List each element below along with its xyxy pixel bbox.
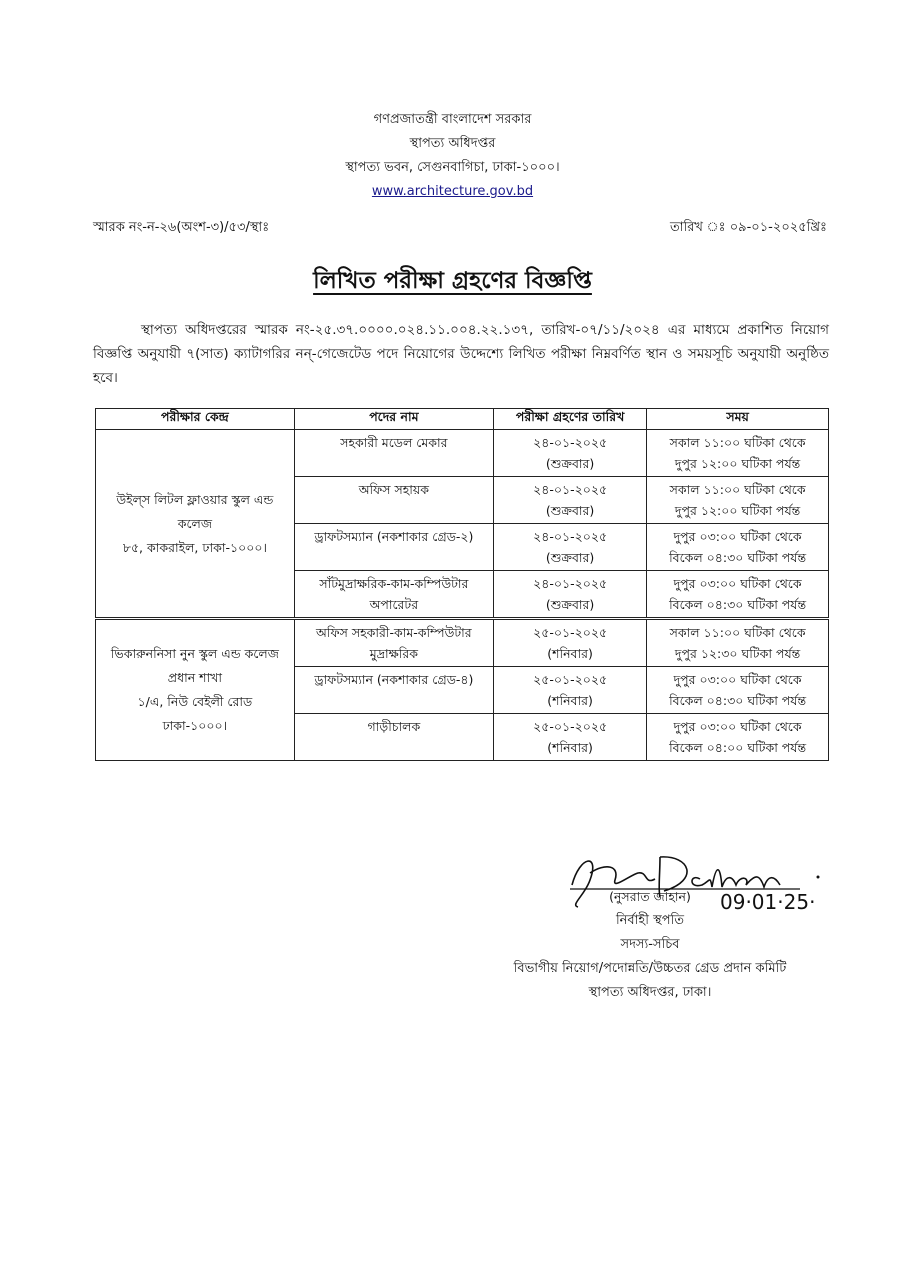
post-name: সহকারী মডেল মেকার — [294, 430, 493, 477]
notice-title — [0, 262, 905, 301]
exam-center-2 — [96, 619, 295, 761]
exam-time: সকাল ১১:০০ ঘটিকা থেকে দুপুর ১২:০০ ঘটিকা পর্যন্ত — [647, 477, 829, 524]
center-line: কলেজ — [177, 515, 212, 531]
header-exam-center: পরীক্ষার কেন্দ্র — [96, 409, 295, 430]
govt-name: গণপ্রজাতন্ত্রী বাংলাদেশ সরকার — [373, 112, 532, 127]
exam-date: ২৫-০১-২০২৫ (শনিবার) — [493, 667, 646, 714]
exam-date: ২৪-০১-২০২৫ (শুক্রবার) — [493, 430, 646, 477]
center-line: উইল্‌স লিটল ফ্লাওয়ার স্কুল এন্ড — [116, 491, 274, 507]
memo-number: স্মারক নং-ন-২৬(অংশ-৩)/৫৩/স্থাঃ — [93, 220, 270, 235]
post-name: ড্রাফটসম্যান (নকশাকার গ্রেড-২) — [294, 524, 493, 571]
exam-date: ২৪-০১-২০২৫ (শুক্রবার) — [493, 571, 646, 619]
exam-schedule-table — [95, 408, 829, 761]
committee-name: বিভাগীয় নিয়োগ/পদোন্নতি/উচ্চতর গ্রেড প্রদান কমিটি — [513, 961, 787, 976]
header-exam-date: পরীক্ষা গ্রহণের তারিখ — [493, 409, 646, 430]
post-name: গাড়ীচালক — [294, 714, 493, 761]
notice-body-text: স্থাপত্য অধিদপ্তরের স্মারক নং-২৫.৩৭.০০০০.০২৪.১১.০০৪.২২.১৩৭, তারিখ-০৭/১১/২০২৪ এর মাধ্যমে প্রকাশিত নিয়োগ বিজ্ঞপ্তি অনুযায়ী ৭(সাত) ক্যাটাগরির নন্-গেজেটেড পদে নিয়োগের উদ্দেশ্যে লিখিত পরীক্ষা নিম্নবর্ণিত স্থান ও সময়সূচি অনুযায়ী অনুষ্ঠিত হবে। — [93, 322, 829, 386]
signatory-designation: নির্বাহী স্থপতি — [615, 913, 685, 928]
website-link[interactable]: www.architecture.gov.bd — [371, 184, 534, 199]
exam-date: ২৫-০১-২০২৫ (শনিবার) — [493, 714, 646, 761]
header-time: সময় — [647, 409, 829, 430]
signatory-block — [470, 885, 830, 1005]
exam-date: ২৪-০১-২০২৫ (শুক্রবার) — [493, 477, 646, 524]
exam-time: দুপুর ০৩:০০ ঘটিকা থেকে বিকেল ০৪:৩০ ঘটিকা পর্যন্ত — [647, 667, 829, 714]
post-name: অফিস সহকারী-কাম-কম্পিউটার মুদ্রাক্ষরিক — [294, 619, 493, 667]
center-line: প্রধান শাখা — [167, 670, 222, 685]
header-post-name: পদের নাম — [294, 409, 493, 430]
table-header-row — [96, 409, 829, 430]
exam-date: ২৪-০১-২০২৫ (শুক্রবার) — [493, 524, 646, 571]
table-row — [96, 619, 829, 667]
table-row — [96, 430, 829, 477]
exam-time: সকাল ১১:০০ ঘটিকা থেকে দুপুর ১২:৩০ ঘটিকা পর্যন্ত — [647, 619, 829, 667]
exam-time: দুপুর ০৩:০০ ঘটিকা থেকে বিকেল ০৪:৩০ ঘটিকা পর্যন্ত — [647, 571, 829, 619]
post-name: অফিস সহায়ক — [294, 477, 493, 524]
svg-text:09·01·25·: 09·01·25· — [720, 890, 816, 914]
exam-time: সকাল ১১:০০ ঘটিকা থেকে দুপুর ১২:০০ ঘটিকা পর্যন্ত — [647, 430, 829, 477]
notice-title-text: লিখিত পরীক্ষা গ্রহণের বিজ্ঞপ্তি — [313, 268, 592, 294]
post-name: সাঁটমুদ্রাক্ষরিক-কাম-কম্পিউটার অপারেটর — [294, 571, 493, 619]
exam-time: দুপুর ০৩:০০ ঘটিকা থেকে বিকেল ০৪:৩০ ঘটিকা পর্যন্ত — [647, 524, 829, 571]
post-name: ড্রাফটসম্যান (নকশাকার গ্রেড-৪) — [294, 667, 493, 714]
center-line: ৮৫, কাকরাইল, ঢাকা-১০০০। — [122, 539, 267, 555]
center-line: ভিকারুননিসা নুন স্কুল এন্ড কলেজ — [110, 646, 279, 661]
signatory-office: স্থাপত্য অধিদপ্তর, ঢাকা। — [588, 985, 712, 1000]
exam-center-1 — [96, 430, 295, 619]
office-address: স্থাপত্য ভবন, সেগুনবাগিচা, ঢাকা-১০০০। — [345, 160, 560, 175]
department-name: স্থাপত্য অধিদপ্তর — [409, 136, 496, 151]
center-line: ১/এ, নিউ বেইলী রোড — [137, 694, 253, 709]
notice-date: তারিখ ঃ ০৯-০১-২০২৫খ্রিঃ — [669, 220, 827, 235]
exam-date: ২৫-০১-২০২৫ (শনিবার) — [493, 619, 646, 667]
signatory-role: সদস্য-সচিব — [620, 937, 680, 952]
center-line: ঢাকা-১০০০। — [162, 718, 228, 733]
signatory-name: (নুসরাত জাহান) — [609, 889, 691, 904]
notice-body — [93, 318, 829, 390]
letterhead — [0, 108, 905, 204]
exam-time: দুপুর ০৩:০০ ঘটিকা থেকে বিকেল ০৪:০০ ঘটিকা পর্যন্ত — [647, 714, 829, 761]
